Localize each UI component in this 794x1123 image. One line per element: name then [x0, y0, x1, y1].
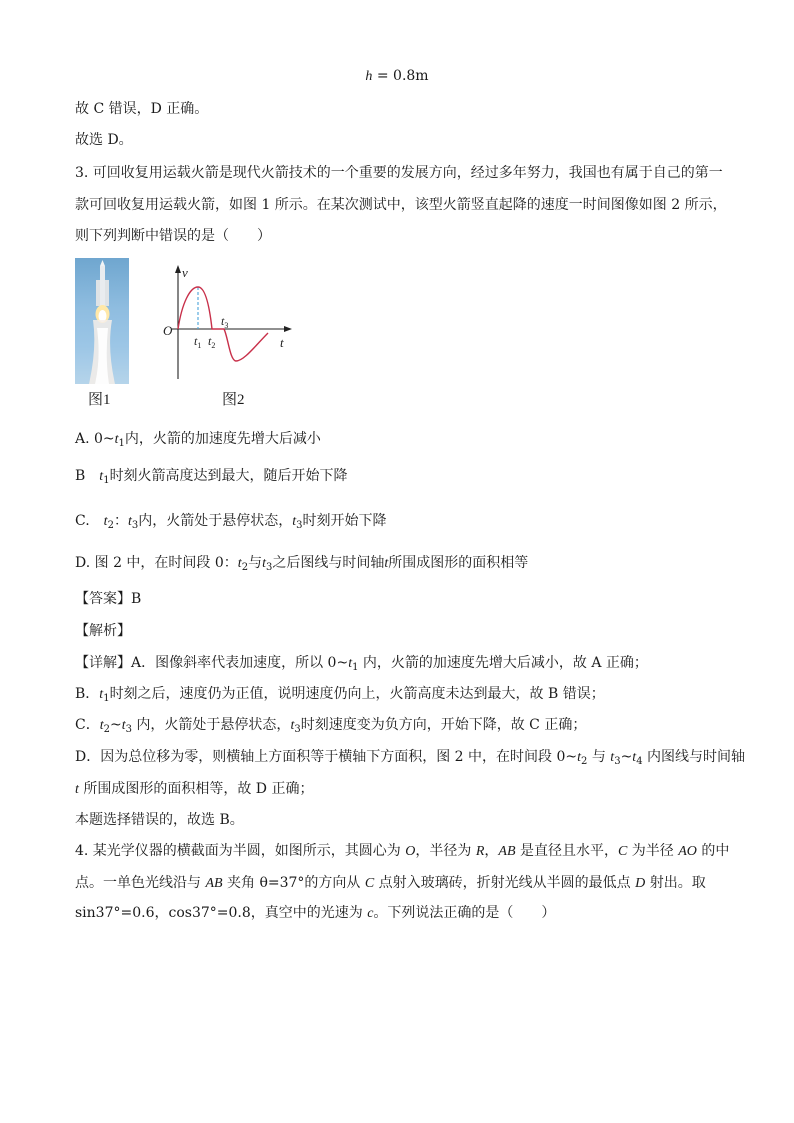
- velocity-time-graph: [160, 263, 300, 383]
- rocket-photo: [75, 258, 129, 384]
- analysis-label: 【解析】: [75, 623, 131, 639]
- figure-2-label: 图2: [222, 392, 245, 408]
- v-axis-arrow: [175, 265, 181, 273]
- detail-line: B．$t_1$时刻之后，速度仍为正值，说明速度仍向上，火箭高度未达到最大，故 B 错误；: [75, 686, 605, 704]
- formula-value: = 0.8m: [372, 68, 429, 84]
- detail-line: t 所围成图形的面积相等，故 D 正确；: [75, 781, 314, 797]
- detail-line: D．因为总位移为零，则横轴上方面积等于横轴下方面积，图 2 中，在时间段 $0\sim t_2$ 与 $t_3\sim t_4$ 内图线与时间轴: [75, 749, 746, 767]
- question-4-line: sin37°=0.6，cos37°=0.8，真空中的光速为 c。下列说法正确的是（ ）: [75, 905, 556, 921]
- formula-h: [0, 68, 794, 85]
- text-line: 故 C 错误，D 正确。: [75, 101, 209, 117]
- question-3-line: 3. 可回收复用运载火箭是现代火箭技术的一个重要的发展方向，经过多年努力，我国也有属于自己的第一: [75, 165, 723, 181]
- option-b: B $t_1$时刻火箭高度达到最大，随后开始下降: [75, 468, 348, 486]
- t1-label: $t_1$: [194, 334, 202, 350]
- t-axis-arrow: [284, 326, 292, 332]
- answer-label: 【答案】: [75, 591, 131, 607]
- t2-label: $t_2$: [208, 334, 216, 350]
- question-4-line: 点。一单色光线沿与 AB 夹角 θ=37°的方向从 C 点射入玻璃砖，折射光线从半圆的最低点 D 射出。取: [75, 875, 706, 891]
- option-d: D. 图 2 中，在时间段 0：$t_2$与$t_3$之后图线与时间轴t所围成图形的面积相等: [75, 555, 529, 573]
- answer-line: [75, 588, 141, 608]
- text-line: 故选 D。: [75, 132, 133, 148]
- figure-1-label: 图1: [88, 392, 111, 408]
- question-4-line: 4. 某光学仪器的横截面为半圆，如图所示，其圆心为 O，半径为 R，AB 是直径且水平，C 为半径 AO 的中: [75, 843, 730, 859]
- v-label: v: [182, 265, 188, 280]
- detail-line: 【详解】A．图像斜率代表加速度，所以 $0\sim t_1$ 内，火箭的加速度先增大后减小，故 A 正确；: [75, 655, 648, 673]
- formula-var: h: [365, 69, 373, 84]
- question-3-line: 则下列判断中错误的是（ ）: [75, 228, 271, 244]
- option-c: C. $t_2$：$t_3$内，火箭处于悬停状态，$t_3$时刻开始下降: [75, 513, 387, 531]
- answer-value: B: [131, 591, 142, 607]
- origin-label: O: [163, 323, 173, 338]
- option-a: A. $0\sim t_1$内，火箭的加速度先增大后减小: [75, 431, 321, 449]
- rocket-icon: [75, 258, 129, 384]
- detail-line: C．$t_2\sim t_3$ 内，火箭处于悬停状态，$t_3$时刻速度变为负方向，开始下降，故 C 正确；: [75, 717, 587, 735]
- detail-line: 本题选择错误的，故选 B。: [75, 812, 244, 828]
- t-label: t: [280, 335, 284, 350]
- t3-label: $t_3$: [221, 314, 229, 330]
- question-3-line: 款可回收复用运载火箭，如图 1 所示。在某次测试中，该型火箭竖直起降的速度一时间图像如图 2 所示，: [75, 197, 727, 213]
